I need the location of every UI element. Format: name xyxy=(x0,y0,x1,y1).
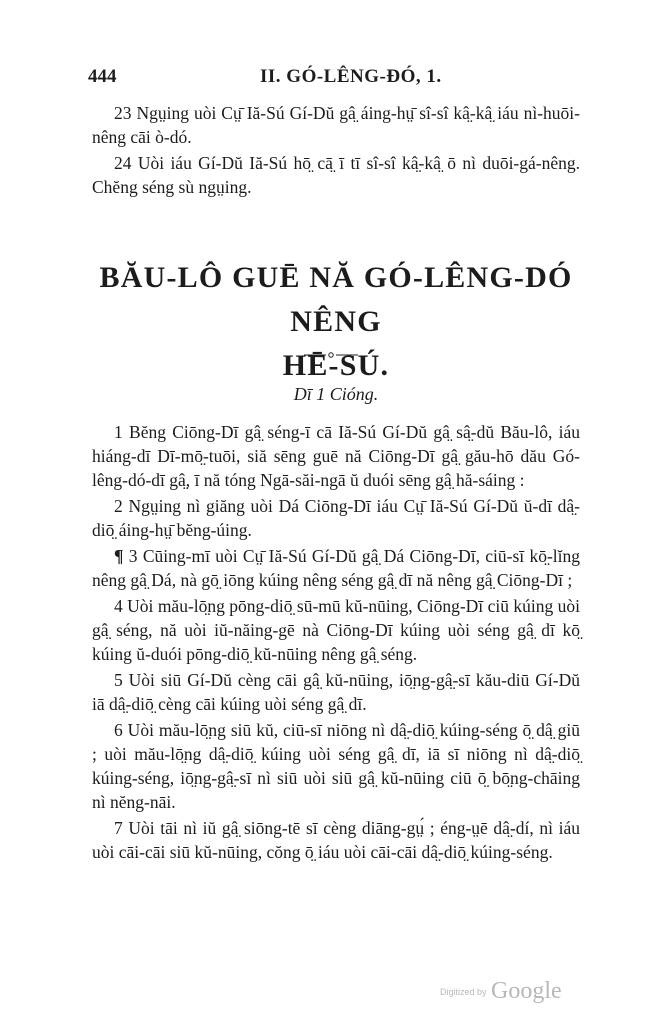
verse-4: 4 Uòi mău-lō̤ng pōng-diō̤ sū-mū kŭ-nūing, Ciōng-Dī ciū kúing uòi gâ̤ séng, nă uòi iŭ-năing-gē nà Ciōng-Dī kúing uòi séng gâ̤ dī kō̤ kúing ŭ-duói pōng-diō̤ kŭ-nūing nêng gâ̤ séng. xyxy=(92,596,580,664)
verse-7: 7 Uòi tāi nì iŭ gâ̤ siōng-tē sī cèng diāng-gṳ́ ; éng-ṳē dâ̤-dí, nì iáu uòi cāi-cāi siū kŭ-nūing, cŏng ō̤ iáu uòi cāi-cāi dâ̤-diō̤ kúing-séng. xyxy=(92,818,580,862)
verse-3-text: 3 Cūing-mī uòi Cṳ̄ Iă-Sú Gí-Dŭ gâ̤ Dá Ciōng-Dī, ciū-sī kō̤-lĭng nêng gâ̤ Dá, nà gō̤ iōng kúing nêng séng gâ̤ dī nă nêng gâ̤ Ciōng-Dī ; xyxy=(92,546,581,590)
verse-1: 1 Bĕng Ciōng-Dī gâ̤ séng-ī cā Iă-Sú Gí-Dŭ gâ̤ sâ̤-dŭ Bău-lô, iáu hiáng-dī Dī-mō̤-tuōi, siă sēng guē nă Ciōng-Dī gâ̤ gău-hō dău Gó-lêng-dó-dī gâ̤, ī nă tóng Ngā-săi-ngā ŭ duói sēng gâ̤ hă-sáing : xyxy=(92,422,580,490)
verse-23: 23 Ngṳing uòi Cṳ̄ Iă-Sú Gí-Dŭ gâ̤ áing-hṳ̄ sî-sî kâ̤-kâ̤ iáu nì-huōi-nêng cāi ò-dó. xyxy=(92,103,580,147)
verses-block xyxy=(92,420,580,866)
chapter-heading: Dī 1 Cióng. xyxy=(293,384,379,404)
section-title-line-2: HĒ-SÚ. xyxy=(282,349,390,382)
ornamental-rule xyxy=(304,351,358,359)
section-title xyxy=(92,256,580,388)
verse-24: 24 Uòi iáu Gí-Dŭ Iă-Sú hō̤ cā̤ ī tī sî-sî kâ̤-kâ̤ ō nì duōi-gá-nêng. Chĕng séng sù ngṳing. xyxy=(92,153,580,197)
running-title: II. GÓ-LÊNG-ĐÓ, 1. xyxy=(260,66,442,87)
page-number: 444 xyxy=(88,66,117,87)
running-header xyxy=(88,62,578,90)
digitized-watermark xyxy=(440,978,562,1005)
verse-2: 2 Ngṳing nì giăng uòi Dá Ciōng-Dī iáu Cṳ̄ Iă-Sú Gí-Dŭ ŭ-dī dâ̤-diō̤ áing-hṳ̄ bĕng-úing. xyxy=(92,496,580,540)
continuation-block xyxy=(92,101,580,201)
pilcrow-mark: ¶ xyxy=(114,546,124,566)
verse-6: 6 Uòi mău-lō̤ng siū kŭ, ciū-sī niōng nì dâ̤-diō̤ kúing-séng ō̤ dâ̤ giū ; uòi mău-lō̤ng dâ̤-diō̤ kúing uòi séng gâ̤ dī, iā sī niōng nì dâ̤-diō̤ kúing-séng, iō̤ng-gâ̤-sī nì siū uòi siū gâ̤ kŭ-nūing ciū ō̤ bō̤ng-chāing nì nĕng-nāi. xyxy=(92,720,580,812)
watermark-prefix: Digitized by xyxy=(440,987,487,997)
verse-5: 5 Uòi siū Gí-Dŭ cèng cāi gâ̤ kŭ-nūing, iō̤ng-gâ̤-sī kău-diū Gí-Dŭ iā dâ̤-diō̤ cèng cāi kúing uòi séng gâ̤ dī. xyxy=(92,670,580,714)
section-title-line-1: BĂU-LÔ GUĒ NĂ GÓ-LÊNG-DÓ NÊNG xyxy=(99,261,573,338)
watermark-brand: Google xyxy=(490,978,562,1004)
verse-3 xyxy=(92,544,580,592)
